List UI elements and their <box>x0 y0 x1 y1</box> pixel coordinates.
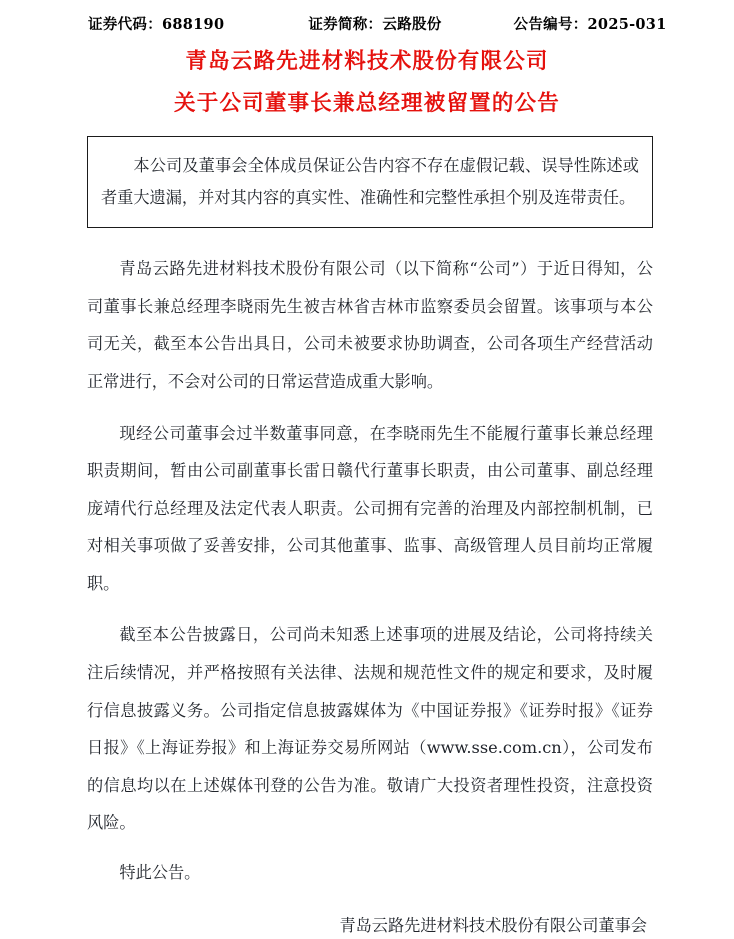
closing-statement: 特此公告。 <box>119 862 201 882</box>
disclaimer-text: 本公司及董事会全体成员保证公告内容不存在虚假记载、误导性陈述或者重大遗漏，并对其内容的真实性、准确性和完整性承担个别及连带责任。 <box>101 156 639 207</box>
security-abbreviation-label: 证券简称： <box>308 16 383 33</box>
body-paragraph-2: 现经公司董事会过半数董事同意，在李晓雨先生不能履行董事长兼总经理职责期间，暂由公司副董事长雷日赣代行董事长职责，由公司董事、副总经理庞靖代行总经理及法定代表人职责。公司拥有完善的治理及内部控制机制，已对相关事项做了妥善安排，公司其他董事、监事、高级管理人员目前均正常履职。 <box>87 423 653 593</box>
announcement-number-field <box>514 13 667 34</box>
disclaimer-box <box>87 136 653 228</box>
announcement-subject-title: 关于公司董事长兼总经理被留置的公告 <box>174 90 560 116</box>
security-abbreviation-value: 云路股份 <box>382 16 442 33</box>
document-header <box>0 0 734 34</box>
body-paragraph-1: 青岛云路先进材料技术股份有限公司（以下简称“公司”）于近日得知，公司董事长兼总经理李晓雨先生被吉林省吉林市监察委员会留置。该事项与本公司无关，截至本公告出具日，公司未被要求协助调查，公司各项生产经营活动正常进行，不会对公司的日常运营造成重大影响。 <box>87 259 653 391</box>
security-code-label: 证券代码： <box>88 16 162 33</box>
security-abbreviation-field <box>308 13 441 34</box>
security-code-value: 688190 <box>162 16 225 33</box>
announcement-body <box>87 250 653 891</box>
announcement-number-value: 2025-031 <box>587 16 667 33</box>
page-title <box>0 51 734 114</box>
announcement-number-label: 公告编号： <box>513 16 588 33</box>
security-code-field <box>88 13 224 34</box>
issuer-signature: 青岛云路先进材料技术股份有限公司董事会 <box>339 916 647 936</box>
company-name-title: 青岛云路先进材料技术股份有限公司 <box>185 49 549 74</box>
signature-block <box>87 913 653 939</box>
body-paragraph-3: 截至本公告披露日，公司尚未知悉上述事项的进展及结论，公司将持续关注后续情况，并严格按照有关法律、法规和规范性文件的规定和要求，及时履行信息披露义务。公司指定信息披露媒体为《中国证券报》《证券时报》《证券日报》《上海证券报》和上海证券交易所网站（www.sse.com.cn），公司发布的信息均以在上述媒体刊登的公告为准。敬请广大投资者理性投资，注意投资风险。 <box>87 625 653 833</box>
